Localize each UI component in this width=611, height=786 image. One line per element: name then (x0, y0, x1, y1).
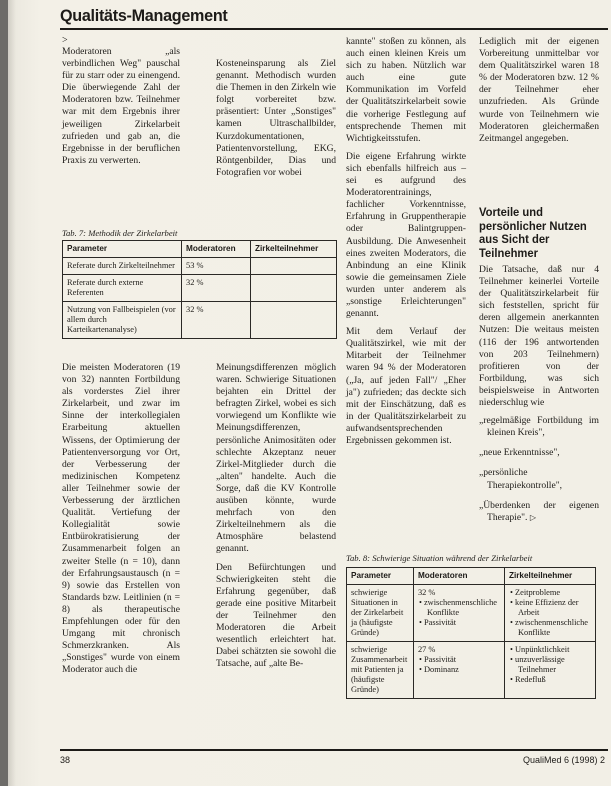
col2-paragraph-2: Meinungsdifferenzen möglich waren. Schwierige Situationen bejahten ein Drittel der befragten Zirkel, wobei es sich vorwiegend um Konflikte wie Meinungsdifferenzen, persönliche Animositäten oder schlechte Akzeptanz neuer Zirkel-Mitglieder durch die „alten" handelte. Auch die Sorge, daß die KV Kontrolle ausüben könnte, wurde mehrfach von den Zirkelteilnehmern als die Atmosphäre belastend genannt. (216, 362, 336, 555)
list-item: • zwischenmenschliche Konflikte (427, 598, 500, 618)
table-cell (251, 258, 337, 275)
journal-reference: QualiMed 6 (1998) 2 (523, 755, 606, 765)
table-header-cell: Zirkelteilnehmer (251, 241, 337, 258)
table-row (347, 642, 596, 699)
continuation-arrow: > (62, 35, 68, 46)
table-header-row (347, 568, 596, 585)
header-rule (60, 28, 608, 30)
col2-paragraph-3: Den Befürchtungen und Schwierigkeiten steht die Erfahrung gegenüber, daß gerade eine positive Mitarbeit der Teilnehmer den Moderatoren die Arbeit wesentlich erleichtert hat. Dabei schätzten sie sowohl die Tatsache, auf „alte Be- (216, 561, 336, 670)
table-8-caption: Tab. 8: Schwierige Situation während der Zirkelarbeit (346, 553, 533, 563)
table-cell: 53 % (182, 258, 251, 275)
table-cell (251, 302, 337, 339)
table-row (347, 585, 596, 642)
list-item: „persönliche Therapiekontrolle", (479, 467, 563, 491)
table-row (63, 258, 337, 275)
col2-paragraph-1: Kosteneinsparung als Ziel genannt. Methodisch wurden die Themen in den Zirkeln wie folgt vorbereitet bzw. präsentiert: Unter „Sonstiges" kamen Ultraschallbilder, Kurzdokumentationen, Patientenvorstellung, EKG, Röntgenbilder, Dias und Fotografien vor wobei (216, 58, 336, 178)
list-item: • Redefluß (518, 675, 591, 685)
table-cell: 32 % (182, 302, 251, 339)
subheading: Vorteile und persönlicher Nutzen aus Sicht der Teilnehmer (479, 205, 587, 260)
col3-paragraph-2: Die eigene Erfahrung wirkte sich ebenfalls hilfreich aus – sei es aufgrund des Moderatorentrainings, fachlicher Vorkenntnisse, Erfahrung in Gruppentherapie oder Balintgruppen-Ausbildung. Die Anwesenheit eines zweiten Moderators, die Anbindung an eine Klinik sowie die gemeinsamen Ziele wurden unter anderem als „sonstige Erleichterungen" genannt. (346, 150, 466, 320)
table-header-cell: Parameter (63, 241, 182, 258)
table-cell: Referate durch externe Referenten (63, 275, 182, 302)
book-spine-shadow (0, 0, 8, 786)
percentage: 32 % (417, 588, 436, 597)
table-7 (62, 240, 337, 339)
table-cell (413, 585, 504, 642)
list-item (479, 500, 599, 524)
table-cell: Nutzung von Fallbeispielen (vor allem durch Karteikartenanalyse) (63, 302, 182, 339)
list-item: • keine Effizienz der Arbeit (518, 598, 591, 618)
table-cell: Referate durch Zirkelteilnehmer (63, 258, 182, 275)
section-header: Qualitäts-Management (60, 6, 228, 25)
col4-paragraph-2: Die Tatsache, daß nur 4 Teilnehmer keinerlei Vorteile der Qualitätszirkelarbeit für sich feststellen, spricht für deren allgemein anerkannten Nutzen: Die weitaus meisten (116 der 196 antwortenden von 203 Teilnehmern) profitieren von der Fortbildung, was sich beispielsweise in Antworten niederschlug wie (479, 264, 599, 409)
table-7-caption: Tab. 7: Methodik der Zirkelarbeit (62, 228, 178, 238)
list-item-text: „Überdenken der eigenen Therapie". (479, 499, 599, 523)
column-2-top (216, 58, 336, 185)
column-1-bottom (62, 362, 180, 682)
list-item: • unzuverlässige Teilnehmer (518, 655, 591, 675)
table-header-cell: Parameter (347, 568, 414, 585)
table-cell (504, 585, 595, 642)
col3-paragraph-1: kannte" stoßen zu können, als auch einen kleinen Kreis um sich zu haben. Nützlich war auch eine gute Kommunikation im Vorfeld der Qualitätszirkelarbeit sowie die vorherige Festlegung auf entsprechende Themen mit Wichtigkeitsstufen. (346, 36, 466, 144)
list-item: • Passivität (427, 618, 500, 628)
table-header-row (63, 241, 337, 258)
table-header-cell: Moderatoren (413, 568, 504, 585)
col4-paragraph-1: Lediglich mit der eigenen Vorbereitung unmittelbar vor dem Qualitätszirkel waren 18 % der Moderatoren bzw. 12 % der Teilnehmer eher unzufrieden. Als Gründe wurde von Teilnehmern wie Moderatoren gleichermaßen Zeitmangel angegeben. (479, 36, 599, 144)
column-3 (346, 36, 466, 453)
col3-paragraph-3: Mit dem Verlauf der Qualitätszirkel, wie mit der Mitarbeit der Teilnehmer waren 94 % der Moderatoren („Ja, auf jeden Fall"/ „Eher ja") zufrieden; das deckte sich mit der Einschätzung, daß es in der Qualitätszirkelarbeit zu aufwandsentsprechenden Ergebnissen gekommen ist. (346, 326, 466, 446)
column-1 (62, 36, 180, 173)
table-cell: 32 % (182, 275, 251, 302)
col1-paragraph-2: Die meisten Moderatoren (19 von 32) nannten Fortbildung als vorderstes Ziel ihrer Zirkelarbeit, und zwar im Sinne der interkollegialen Erarbeitung aktuellen Wissens, der Optimierung der Patientenversorgung vor Ort, der Verbesserung der medizinischen Kompetenz aller Teilnehmer sowie der Verbesserung der ärztlichen Qualität. Vertiefung der Kollegialität sowie Entbürokratisierung der Zusammenarbeit folgen an zweiter Stelle (n = 10), dann der Erfahrungsaustausch (n = 9) sowie das Erstellen von Standards bzw. Leitlinien (n = 8) als therapeutische Empfehlungen oder für den Umgang mit chronisch Schmerzkranken. Als „Sonstiges" wurde von einem Moderator auch die (62, 362, 180, 676)
table-row (63, 302, 337, 339)
page-number: 38 (60, 755, 71, 765)
list-item: • Passivität (427, 655, 500, 665)
end-of-article-icon: ▷ (529, 512, 536, 522)
table-header-cell: Moderatoren (182, 241, 251, 258)
footer-rule (60, 749, 608, 751)
table-cell (251, 275, 337, 302)
column-4-top (479, 36, 599, 151)
table-cell: schwierige Situationen in der Zirkelarbeit ja (häufigste Gründe) (347, 585, 414, 642)
benefit-list (479, 415, 599, 524)
list-item: • zwischenmenschliche Konflikte (518, 618, 591, 638)
column-2-bottom (216, 362, 336, 676)
list-item: • Zeitprobleme (518, 588, 591, 598)
table-8 (346, 567, 596, 699)
percentage: 27 % (417, 645, 436, 654)
table-cell (504, 642, 595, 699)
list-item: „neue Erkenntnisse", (479, 447, 560, 459)
column-4-bottom (479, 264, 599, 532)
table-row (63, 275, 337, 302)
col1-paragraph-1: Moderatoren „als verbindlichen Weg" pauschal für zu starr oder zu einengend. Die überwiegende Zahl der Moderatoren bzw. Teilnehmer war mit dem Ergebnis ihrer jeweiligen Zirkelarbeit zufrieden und gab an, die Ergebnisse in der beruflichen Praxis zu verwerten. (62, 46, 180, 166)
list-item: • Dominanz (427, 665, 500, 675)
list-item: „regelmäßige Fortbildung im kleinen Kreis", (479, 415, 599, 439)
table-cell (413, 642, 504, 699)
list-item: • Unpünktlichkeit (518, 645, 591, 655)
table-header-cell: Zirkelteilnehmer (504, 568, 595, 585)
table-cell: schwierige Zusammenarbeit mit Patienten ja (häufigste Gründe) (347, 642, 414, 699)
